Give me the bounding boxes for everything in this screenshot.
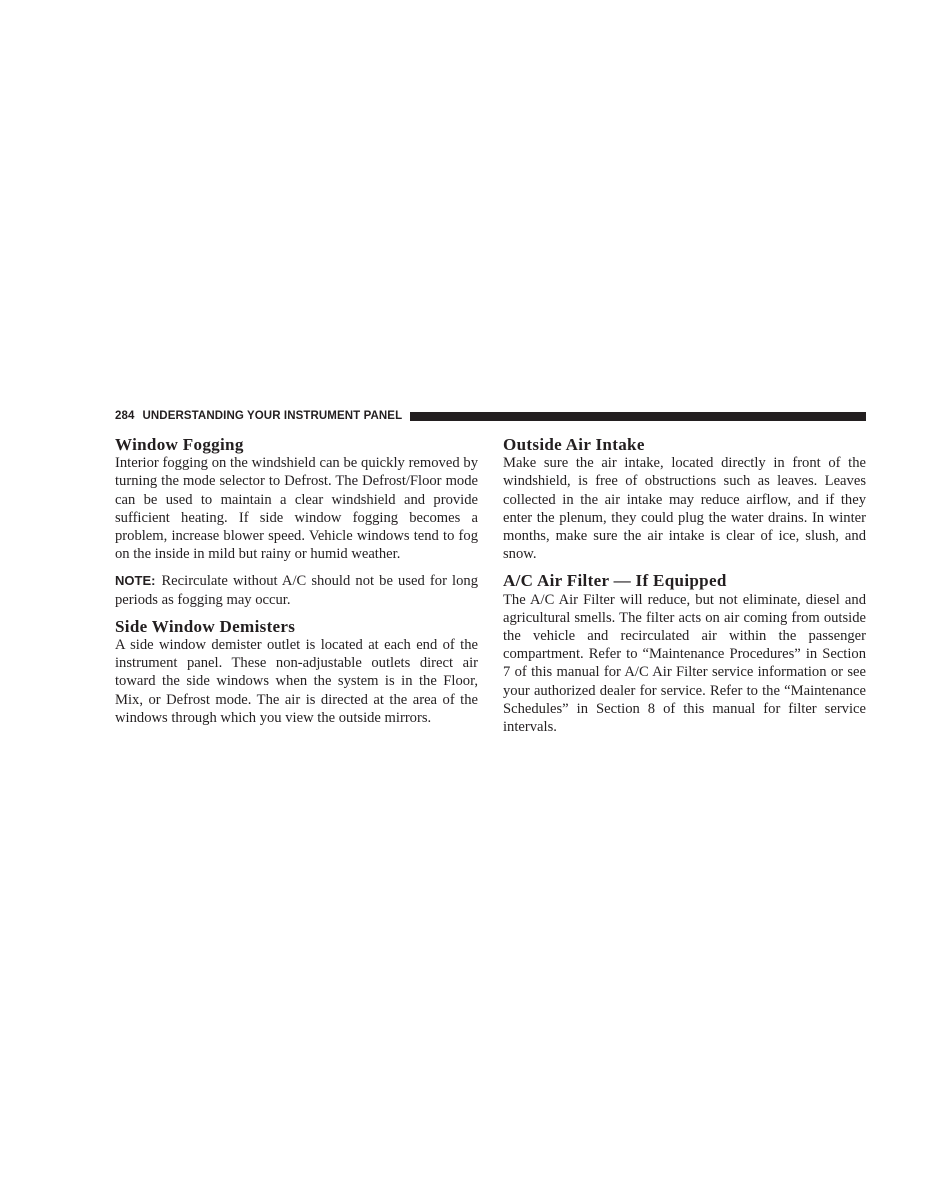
note bbox=[115, 572, 478, 608]
right-column bbox=[503, 436, 866, 736]
para-ac-air-filter: The A/C Air Filter will reduce, but not eliminate, diesel and agricultural smells. The filter acts on air coming from outside the vehicle and recirculated air within the passenger compartment. Refer to “Maintenance Procedures” in Section 7 of this manual for A/C Air Filter service information or see your authorized dealer for service. Refer to the “Maintenance Schedules” in Section 8 of this manual for filter service intervals. bbox=[503, 591, 866, 736]
note-label: NOTE: bbox=[115, 573, 156, 589]
running-title: UNDERSTANDING YOUR INSTRUMENT PANEL bbox=[142, 410, 403, 422]
note-text: Recirculate without A/C should not be used for long periods as fogging may occur. bbox=[115, 573, 478, 608]
para-outside-air-intake: Make sure the air intake, located directly in front of the windshield, is free of obstructions such as leaves. Leaves collected in the air intake may reduce airflow, and if they enter the plenum, they could plug the water drains. In winter months, make sure the air intake is clear of ice, slush, and snow. bbox=[503, 455, 866, 563]
header-rule bbox=[410, 412, 866, 421]
para-window-fogging: Interior fogging on the windshield can be quickly removed by turning the mode selector to Defrost. The Defrost/Floor mode can be used to maintain a clear windshield and provide sufficient heating. If side window fogging becomes a problem, increase blower speed. Vehicle windows tend to fog on the inside in mild but rainy or humid weather. bbox=[115, 455, 478, 563]
page-number: 284 bbox=[115, 410, 135, 422]
heading-ac-air-filter: A/C Air Filter — If Equipped bbox=[503, 571, 727, 591]
page-header bbox=[115, 409, 866, 423]
left-column bbox=[115, 436, 478, 727]
heading-window-fogging: Window Fogging bbox=[115, 435, 244, 454]
heading-side-window-demisters: Side Window Demisters bbox=[115, 616, 296, 636]
heading-outside-air-intake: Outside Air Intake bbox=[503, 435, 645, 454]
para-side-window-demisters: A side window demister outlet is located at each end of the instrument panel. These non-adjustable outlets direct air toward the side windows when the system is in the Floor, Mix, or Defrost mode. The air is directed at the area of the windows through which you view the outside mirrors. bbox=[115, 637, 478, 726]
